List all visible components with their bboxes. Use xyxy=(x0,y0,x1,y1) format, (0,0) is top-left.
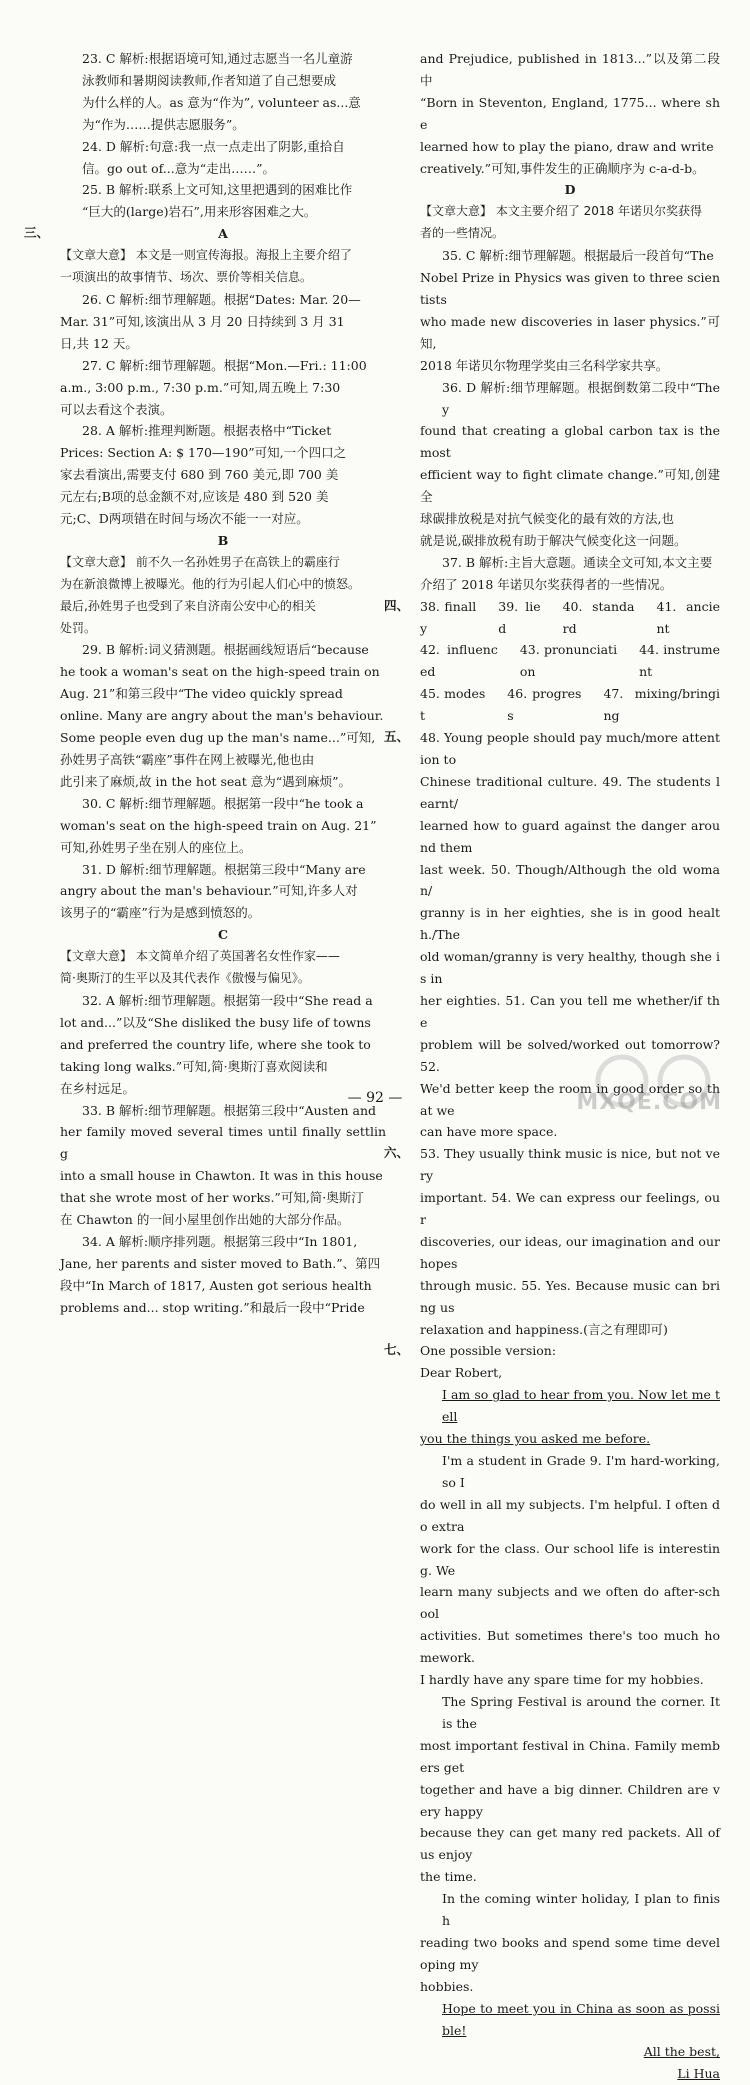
word-answer: 45. modest xyxy=(420,686,486,724)
section-marker-5: 五、 xyxy=(384,729,410,745)
letter-paragraph-2-line: together and have a big dinner. Children are very happy xyxy=(420,1781,720,1819)
answer-23-line: 为什么样的人。as 意为“作为”, volunteer as...意 xyxy=(82,94,361,110)
word-answer: 38. finally xyxy=(420,598,477,636)
answer-35-line: 2018 年诺贝尔物理学奖由三名科学家共享。 xyxy=(420,357,669,373)
answer-25: 25. B 解析:联系上文可知,这里把遇到的困难比作 xyxy=(82,182,353,198)
word-answer: 42. influenced xyxy=(420,642,498,680)
underlined-signoff: All the best, xyxy=(643,2044,720,2060)
answer-50-line: granny is in her eighties, she is in good health./The xyxy=(420,905,720,943)
underlined-sentence: Hope to meet you in China as soon as possible! xyxy=(442,2000,720,2038)
summary-c: 【文章大意】 本文简单介绍了英国著名女性作家—— xyxy=(60,949,340,964)
answer-34: 34. A 解析:顺序排列题。根据第三段中“In 1801, xyxy=(82,1233,358,1249)
word-answer: 46. progress xyxy=(507,686,582,724)
answer-34-line: problems and... stop writing.”和最后一段中“Pride xyxy=(60,1299,365,1315)
answer-33-line: that she wrote most of her works.”可知,简·奥斯汀 xyxy=(60,1190,364,1206)
letter-paragraph-3-line: reading two books and spend some time developing my xyxy=(420,1934,720,1972)
underlined-sentence: I am so glad to hear from you. Now let me tell xyxy=(442,1387,720,1425)
left-column xyxy=(24,48,386,1319)
answer-33-line: 在 Chawton 的一间小屋里创作出她的大部分作品。 xyxy=(60,1212,350,1228)
answer-36-line: efficient way to fight climate change.”可知,创建全 xyxy=(420,467,720,505)
answer-54-line: discoveries, our ideas, our imagination and our hopes xyxy=(420,1233,720,1271)
answer-52-line: can have more space. xyxy=(420,1124,558,1140)
summary-c-line: 简·奥斯汀的生平以及其代表作《傲慢与偏见》。 xyxy=(60,971,310,986)
passage-letter-c: C xyxy=(218,927,228,943)
summary-d-line: 者的一些情况。 xyxy=(420,226,505,241)
answer-37: 37. B 解析:主旨大意题。通读全文可知,本文主要 xyxy=(442,554,713,570)
letter-paragraph-1-line: do well in all my subjects. I'm helpful. I often do extra xyxy=(420,1496,720,1534)
answer-33-line: her family moved several times until finally settling xyxy=(60,1124,386,1162)
answer-37-line: 介绍了 2018 年诺贝尔奖获得者的一些情况。 xyxy=(420,576,673,592)
answer-52: We'd better keep the room in good order so that we xyxy=(420,1080,720,1118)
answer-26: 26. C 解析:细节理解题。根据“Dates: Mar. 20— xyxy=(82,291,361,307)
answer-26-line: 日,共 12 天。 xyxy=(60,335,138,351)
letter-paragraph-2: The Spring Festival is around the corner. It is the xyxy=(442,1693,720,1731)
word-answer: 41. ancient xyxy=(656,598,720,636)
answer-35-line: who made new discoveries in laser physics.”可知, xyxy=(420,313,720,351)
answer-29: 29. B 解析:词义猜测题。根据画线短语后“because xyxy=(82,642,369,658)
word-answers-row xyxy=(420,683,720,727)
answer-34-line: and Prejudice, published in 1813...”以及第二段中 xyxy=(420,51,720,88)
summary-b: 【文章大意】 前不久一名孙姓男子在高铁上的霸座行 xyxy=(60,554,340,569)
letter-opening xyxy=(420,1384,720,1428)
letter-paragraph-1-line: work for the class. Our school life is interesting. We xyxy=(420,1540,720,1578)
answer-28-line: 元;C、D两项错在时间与场次不能一一对应。 xyxy=(60,511,309,527)
letter-paragraph-3: In the coming winter holiday, I plan to finish xyxy=(442,1891,720,1929)
answer-27: 27. C 解析:细节理解题。根据“Mon.—Fri.: 11:00 xyxy=(82,357,367,373)
answer-23-line: 泳教师和暑期阅读教师,作者知道了自己想要成 xyxy=(82,72,336,88)
answer-30-line: 可知,孙姓男子坐在别人的座位上。 xyxy=(60,839,252,855)
answer-50: last week. 50. Though/Although the old woman/ xyxy=(420,861,720,899)
answer-24-line: 信。go out of...意为“走出……”。 xyxy=(82,160,275,176)
letter-opening-line xyxy=(420,1428,720,1450)
answer-32-line: taking long walks.”可知,简·奥斯汀喜欢阅读和 xyxy=(60,1058,328,1074)
letter-signature xyxy=(420,2063,720,2085)
answer-33: 33. B 解析:细节理解题。根据第三段中“Austen and xyxy=(82,1102,377,1118)
letter-paragraph-1: I'm a student in Grade 9. I'm hard-working, so I xyxy=(442,1453,720,1490)
answer-53: 53. They usually think music is nice, but not very xyxy=(420,1146,720,1184)
answer-29-line: 此引来了麻烦,故 in the hot seat 意为“遇到麻烦”。 xyxy=(60,773,352,789)
passage-letter-d: D xyxy=(564,182,576,198)
answer-29-line: 孙姓男子高铁“霸座”事件在网上被曝光,他也由 xyxy=(60,752,315,767)
word-answer: 40. standard xyxy=(562,598,635,636)
word-answer: 47. mixing/bringing xyxy=(603,686,720,724)
summary-b-line: 最后,孙姓男子也受到了来自济南公安中心的相关 xyxy=(60,598,316,613)
answer-55-line: relaxation and happiness.(言之有理即可) xyxy=(420,1321,668,1337)
answer-28-line: Prices: Section A: $ 170—190”可知,一个四口之 xyxy=(60,445,347,461)
answer-36-line: 球碳排放税是对抗气候变化的最有效的方法,也 xyxy=(420,511,674,527)
answer-54: important. 54. We can express our feelings, our xyxy=(420,1190,720,1228)
section-marker-7: 七、 xyxy=(384,1342,410,1358)
summary-a: 【文章大意】 本文是一则宣传海报。海报上主要介绍了 xyxy=(60,248,352,263)
answer-32-line: lot and...”以及“She disliked the busy life of towns xyxy=(60,1014,371,1030)
section-marker-6: 六、 xyxy=(384,1145,410,1161)
answer-33-line: into a small house in Chawton. It was in this house xyxy=(60,1168,383,1184)
answer-31: 31. D 解析:细节理解题。根据第三段中“Many are xyxy=(82,861,366,877)
answer-25-line: “巨大的(large)岩石”,用来形容困难之大。 xyxy=(82,204,317,220)
word-answer: 44. instrument xyxy=(639,642,720,680)
word-answers-row xyxy=(420,596,720,640)
answer-28: 28. A 解析:推理判断题。根据表格中“Ticket xyxy=(82,423,332,439)
answer-29-line: Aug. 21”和第三段中“The video quickly spread xyxy=(60,686,343,702)
answer-35-line: Nobel Prize in Physics was given to three scientists xyxy=(420,270,720,307)
section-marker-3: 三、 xyxy=(24,225,50,241)
answer-28-line: 元左右;B项的总金额不对,应该是 480 到 520 美 xyxy=(60,489,329,505)
word-answer: 43. pronunciation xyxy=(519,642,618,680)
letter-salutation: Dear Robert, xyxy=(420,1365,503,1381)
answer-51-line: problem will be solved/worked out tomorrow? 52. xyxy=(420,1036,720,1074)
letter-paragraph-2-line: because they can get many red packets. All of us enjoy xyxy=(420,1825,720,1863)
answer-51: her eighties. 51. Can you tell me whether/if the xyxy=(420,992,720,1030)
answer-49: Chinese traditional culture. 49. The students learnt/ xyxy=(420,773,720,811)
word-answers-row xyxy=(420,639,720,683)
section-marker-4: 四、 xyxy=(384,597,410,613)
answer-27-line: 可以去看这个表演。 xyxy=(60,401,173,417)
answer-28-line: 家去看演出,需要支付 680 到 760 美元,即 700 美 xyxy=(60,467,339,483)
word-answer: 39. lied xyxy=(498,598,541,636)
answer-32-line: 在乡村远足。 xyxy=(60,1080,136,1096)
answer-50-line: old woman/granny is very healthy, though she is in xyxy=(420,949,720,987)
passage-letter-a: A xyxy=(218,226,228,242)
answer-36-line: 就是说,碳排放税有助于解决气候变化这一问题。 xyxy=(420,532,687,548)
letter-closing xyxy=(420,1998,720,2042)
underlined-sentence: you the things you asked me before. xyxy=(420,1431,651,1447)
essay-intro: One possible version: xyxy=(420,1343,557,1359)
letter-paragraph-1-line: activities. But sometimes there's too much homework. xyxy=(420,1628,720,1666)
letter-paragraph-1-line: learn many subjects and we often do after-school xyxy=(420,1584,720,1622)
answer-32-line: and preferred the country life, where she took to xyxy=(60,1036,371,1052)
answer-36-line: found that creating a global carbon tax is the most xyxy=(420,423,720,461)
answer-23-line: 为“作为……提供志愿服务”。 xyxy=(82,116,245,132)
letter-paragraph-3-line: hobbies. xyxy=(420,1978,474,1994)
answer-34-line: learned how to play the piano, draw and write xyxy=(420,138,714,154)
letter-paragraph-2-line: the time. xyxy=(420,1869,477,1885)
answer-29-line: he took a woman's seat on the high-speed train on xyxy=(60,664,380,680)
answer-30: 30. C 解析:细节理解题。根据第一段中“he took a xyxy=(82,795,364,811)
answer-30-line: woman's seat on the high-speed train on Aug. 21” xyxy=(60,817,377,833)
answer-29-line: Some people even dug up the man's name...”可知, xyxy=(60,730,376,746)
answer-34-line: creatively.”可知,事件发生的正确顺序为 c-a-d-b。 xyxy=(420,160,705,176)
underlined-name: Li Hua xyxy=(677,2066,720,2082)
answer-32: 32. A 解析:细节理解题。根据第一段中“She read a xyxy=(82,992,373,1008)
page-number: — 92 — xyxy=(347,1090,403,1106)
answer-36: 36. D 解析:细节理解题。根据倒数第二段中“They xyxy=(442,379,720,417)
letter-signoff xyxy=(420,2041,720,2063)
summary-d: 【文章大意】 本文主要介绍了 2018 年诺贝尔奖获得 xyxy=(420,204,702,219)
answer-34-line: Jane, her parents and sister moved to Bath.”、第四 xyxy=(60,1255,381,1271)
answer-31-line: 该男子的“霸座”行为是感到愤怒的。 xyxy=(60,905,261,921)
summary-a-line: 一项演出的故事情节、场次、票价等相关信息。 xyxy=(60,270,313,285)
answer-34-line: “Born in Steventon, England, 1775... where she xyxy=(420,94,720,132)
summary-b-line: 处罚。 xyxy=(60,620,97,635)
passage-letter-b: B xyxy=(217,532,229,548)
answer-35: 35. C 解析:细节理解题。根据最后一段首句“The xyxy=(442,248,714,264)
summary-b-line: 为在新浪微博上被曝光。他的行为引起人们心中的愤怒。 xyxy=(60,576,361,591)
letter-paragraph-2-line: most important festival in China. Family members get xyxy=(420,1737,720,1775)
answer-29-line: online. Many are angry about the man's behaviour. xyxy=(60,708,384,724)
watermark-text: MXQE.COM xyxy=(576,1090,722,1115)
answer-31-line: angry about the man's behaviour.”可知,许多人对 xyxy=(60,883,358,899)
answer-23: 23. C 解析:根据语境可知,通过志愿当一名儿童游 xyxy=(82,51,353,66)
answer-48: 48. Young people should pay much/more attention to xyxy=(420,730,720,767)
answer-34-line: 段中“In March of 1817, Austen got serious health xyxy=(60,1277,372,1293)
answer-49-line: learned how to guard against the danger around them xyxy=(420,817,720,855)
answer-27-line: a.m., 3:00 p.m., 7:30 p.m.”可知,周五晚上 7:30 xyxy=(60,379,341,395)
answer-26-line: Mar. 31”可知,该演出从 3 月 20 日持续到 3 月 31 xyxy=(60,313,345,329)
letter-paragraph-1-line: I hardly have any spare time for my hobbies. xyxy=(420,1672,704,1688)
answer-55: through music. 55. Yes. Because music can bring us xyxy=(420,1277,720,1315)
answer-24: 24. D 解析:句意:我一点一点走出了阴影,重拾自 xyxy=(82,138,345,154)
